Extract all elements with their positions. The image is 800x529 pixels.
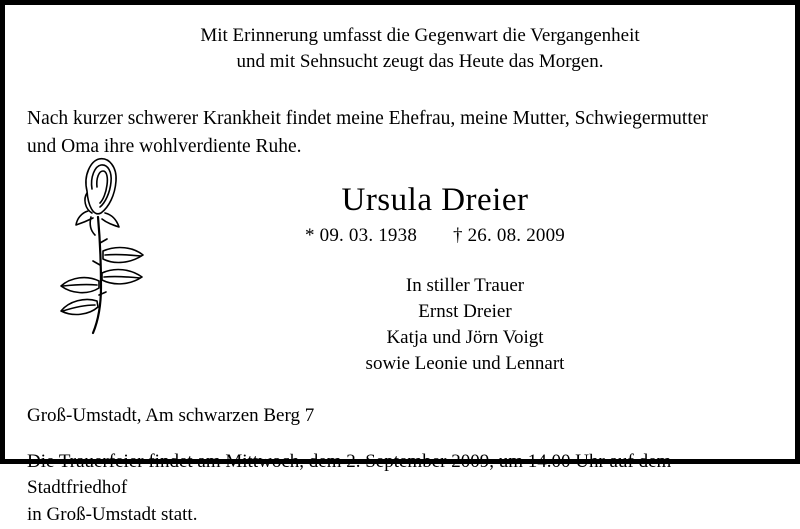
epitaph-line-2: und mit Sehnsucht zeugt das Heute das Morgen. [236,51,604,73]
ceremony-line-2: in Groß-Umstadt statt. [27,503,198,525]
birth-date: * 09. 03. 1938 [304,225,418,247]
intro-text [27,105,773,160]
epitaph-verse [27,23,773,75]
mourner-name: Ernst Dreier [418,301,512,323]
epitaph-line-1: Mit Erinnerung umfasst die Gegenwart die Vergangenheit [200,25,640,46]
rose-flower-illustration-icon [43,155,163,340]
address-line: Groß-Umstadt, Am schwarzen Berg 7 [27,404,315,426]
mourners-heading: In stiller Trauer [405,275,525,297]
ceremony-line-1: Die Trauerfeier findet am Mittwoch, dem 2. September 2009, um 14.00 Uhr auf dem Stadtfriedhof [27,450,672,499]
death-date: † 26. 08. 2009 [452,225,566,247]
deceased-dates [97,225,773,247]
deceased-name: Ursula Dreier [341,181,529,218]
intro-line-1: Nach kurzer schwerer Krankheit findet meine Ehefrau, meine Mutter, Schwiegermutter [27,108,708,130]
ceremony-text [27,449,773,529]
mourner-name: sowie Leonie und Lennart [365,352,565,374]
intro-line-2: und Oma ihre wohlverdiente Ruhe. [27,136,302,158]
mourner-name: Katja und Jörn Voigt [386,327,544,349]
